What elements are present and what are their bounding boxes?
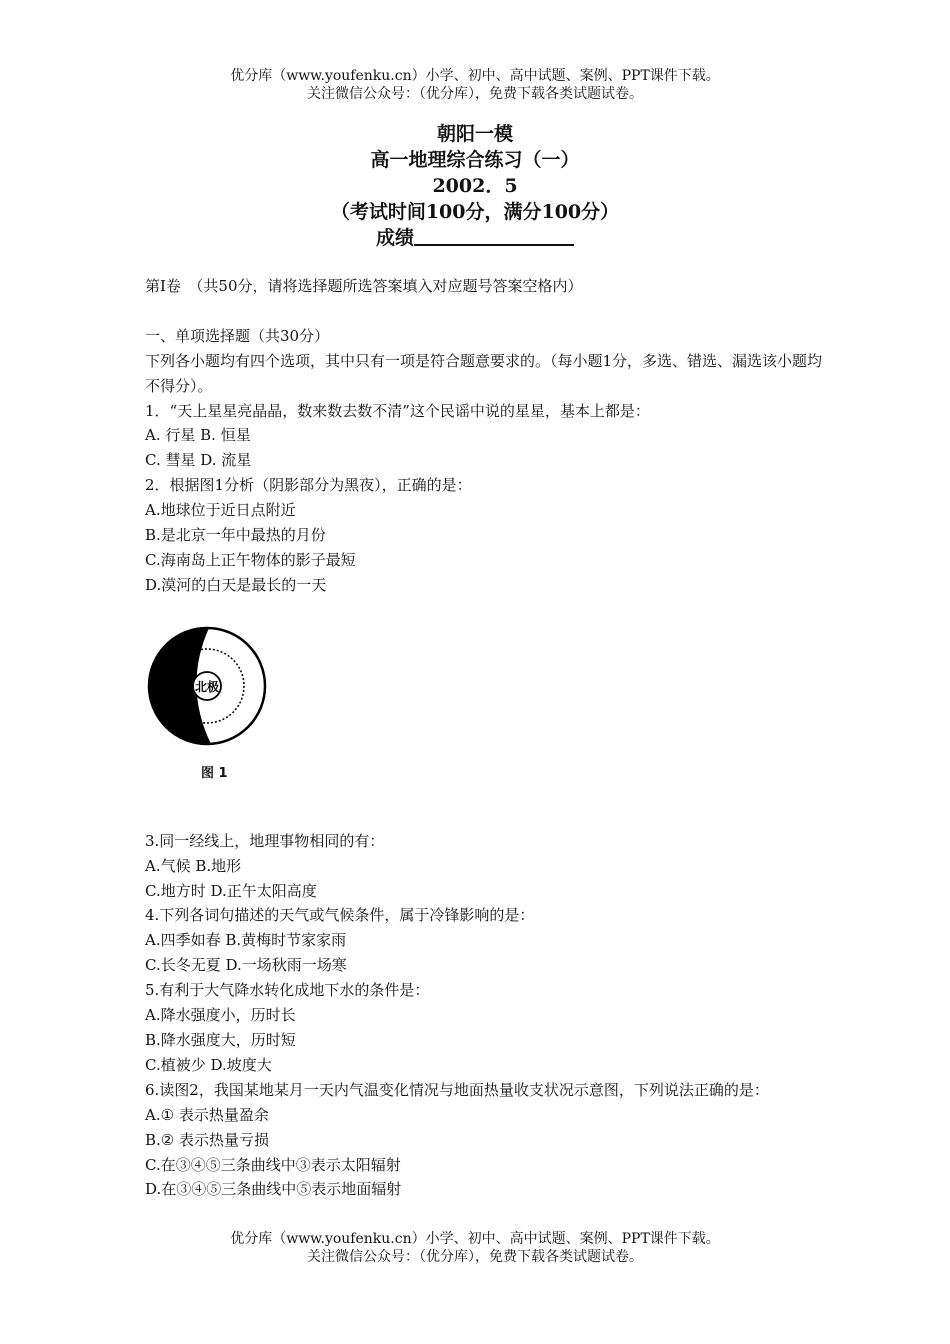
- score-label: 成绩: [375, 227, 414, 249]
- question-2-stem: 2．根据图1分析（阴影部分为黑夜），正确的是：: [145, 476, 472, 495]
- question-5-option: A.降水强度小，历时长: [145, 1006, 296, 1025]
- part-heading: 一、单项选择题（共30分）: [145, 326, 330, 345]
- page-header: [0, 67, 950, 103]
- header-line-2: 关注微信公众号：（优分库），免费下载各类试题试卷。: [307, 86, 643, 102]
- question-5-option: B.降水强度大，历时短: [145, 1031, 296, 1050]
- question-4-option: A.四季如春 B.黄梅时节家家雨: [145, 931, 347, 950]
- figure-1: [145, 624, 345, 829]
- question-1-option: C. 彗星 D. 流星: [145, 451, 252, 470]
- page-footer: [0, 1230, 950, 1266]
- question-5-stem: 5.有利于大气降水转化成地下水的条件是：: [145, 981, 430, 1000]
- footer-line-1: 优分库（www.youfenku.cn）小学、初中、高中试题、案例、PPT课件下载。: [230, 1231, 720, 1247]
- polar-day-night-diagram: [145, 624, 275, 754]
- question-5-option: C.植被少 D.坡度大: [145, 1055, 272, 1074]
- question-2-option: A.地球位于近日点附近: [145, 501, 296, 520]
- score-blank[interactable]: [414, 226, 574, 246]
- question-3-stem: 3.同一经线上，地理事物相同的有：: [145, 831, 385, 850]
- volume-heading: 第Ⅰ卷 （共50分，请将选择题所选答案填入对应题号答案空格内）: [145, 277, 583, 295]
- question-6-option: D.在③④⑤三条曲线中⑤表示地面辐射: [145, 1180, 402, 1199]
- question-6-option: B.② 表示热量亏损: [145, 1130, 270, 1149]
- figure-1-caption: 图 1: [201, 765, 228, 781]
- question-1-option: A. 行星 B. 恒星: [145, 426, 251, 445]
- question-3-option: A.气候 B.地形: [145, 856, 242, 875]
- exam-district-title: 朝阳一模: [436, 123, 513, 145]
- exam-date: 2002．5: [432, 175, 518, 197]
- question-6-option: A.① 表示热量盈余: [145, 1105, 269, 1124]
- exam-subject-title: 高一地理综合练习（一）: [370, 149, 580, 171]
- question-4-option: C.长冬无夏 D.一场秋雨一场寒: [145, 956, 347, 975]
- question-4-stem: 4.下列各词句描述的天气或气候条件，属于冷锋影响的是：: [145, 906, 535, 925]
- exam-time-score: （考试时间100分，满分100分）: [330, 201, 620, 223]
- footer-line-2: 关注微信公众号：（优分库），免费下载各类试题试卷。: [307, 1249, 643, 1265]
- instructions: 下列各小题均有四个选项，其中只有一项是符合题意要求的。（每小题1分，多选、错选、漏选该小题均不得分）。: [145, 351, 823, 395]
- header-line-1: 优分库（www.youfenku.cn）小学、初中、高中试题、案例、PPT课件下载。: [230, 68, 720, 84]
- question-1-stem: 1．“天上星星亮晶晶，数来数去数不清”这个民谣中说的星星，基本上都是：: [145, 401, 650, 420]
- question-6-stem: 6.读图2，我国某地某月一天内气温变化情况与地面热量收支状况示意图，下列说法正确的是：: [145, 1080, 769, 1099]
- question-2-option: C.海南岛上正午物体的影子最短: [145, 550, 356, 569]
- question-6-option: C.在③④⑤三条曲线中③表示太阳辐射: [145, 1155, 401, 1174]
- north-pole-label: 北极: [194, 679, 220, 694]
- exam-title-block: [0, 121, 950, 251]
- exam-content: [145, 274, 825, 1202]
- score-field: [0, 225, 950, 251]
- question-3-option: C.地方时 D.正午太阳高度: [145, 881, 317, 900]
- question-2-option: D.漠河的白天是最长的一天: [145, 575, 327, 594]
- question-2-option: B.是北京一年中最热的月份: [145, 526, 326, 545]
